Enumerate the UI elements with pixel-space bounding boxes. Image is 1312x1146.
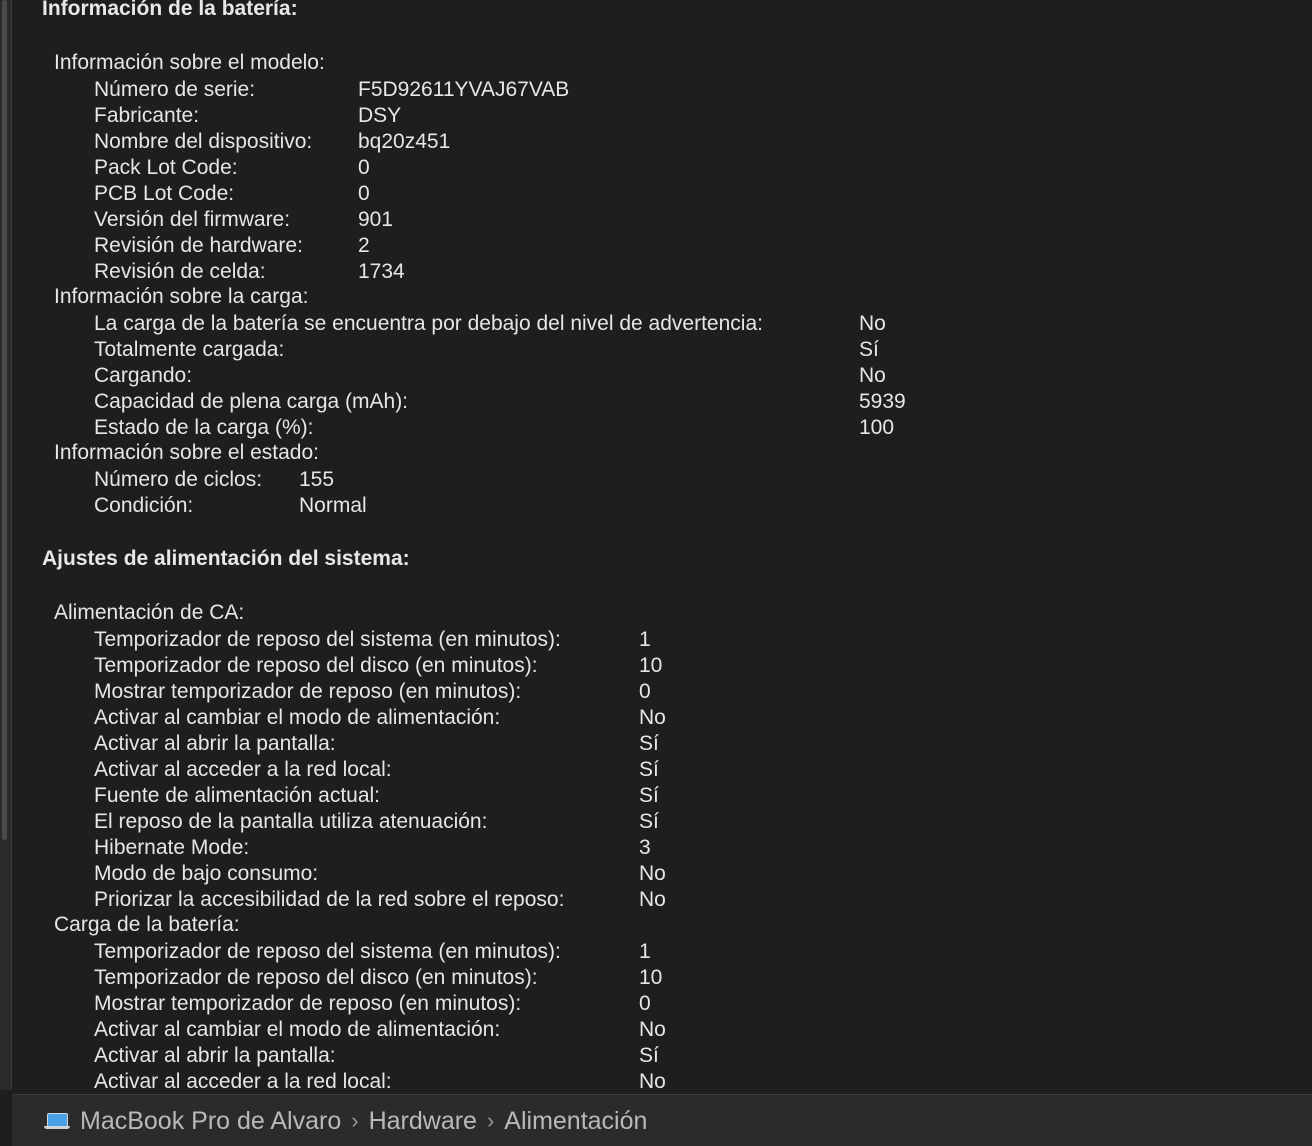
row-label: Totalmente cargada: bbox=[94, 338, 285, 361]
row-label: Temporizador de reposo del sistema (en minutos): bbox=[94, 940, 561, 963]
row-label: Estado de la carga (%): bbox=[94, 416, 314, 439]
row-value: No bbox=[639, 1018, 666, 1041]
row-label: Pack Lot Code: bbox=[94, 156, 238, 179]
row-value: bq20z451 bbox=[358, 130, 451, 153]
info-row bbox=[94, 181, 1194, 207]
info-row bbox=[94, 207, 1194, 233]
info-row bbox=[94, 311, 1194, 337]
row-label: Activar al abrir la pantalla: bbox=[94, 732, 336, 755]
ac-power-title: Alimentación de CA: bbox=[54, 601, 245, 624]
row-label: Capacidad de plena carga (mAh): bbox=[94, 390, 409, 413]
row-label: Cargando: bbox=[94, 364, 193, 387]
info-row bbox=[94, 155, 1194, 181]
row-value: 901 bbox=[358, 208, 394, 231]
row-value: No bbox=[859, 364, 886, 387]
row-label: Nombre del dispositivo: bbox=[94, 130, 313, 153]
row-label: Mostrar temporizador de reposo (en minutos): bbox=[94, 992, 522, 1015]
info-row bbox=[94, 233, 1194, 259]
row-label: Mostrar temporizador de reposo (en minutos): bbox=[94, 680, 522, 703]
info-row bbox=[94, 809, 1194, 835]
row-value: Sí bbox=[639, 1044, 659, 1067]
row-label: Hibernate Mode: bbox=[94, 836, 250, 859]
info-row bbox=[94, 129, 1194, 155]
row-label: Temporizador de reposo del disco (en minutos): bbox=[94, 654, 538, 677]
battery-info-title: Información de la batería: bbox=[42, 0, 298, 20]
row-value: 10 bbox=[639, 966, 663, 989]
detail-pane[interactable] bbox=[12, 0, 1312, 1094]
row-value: 0 bbox=[358, 156, 370, 179]
info-row bbox=[94, 965, 1194, 991]
laptop-icon bbox=[44, 1112, 70, 1130]
row-label: Condición: bbox=[94, 494, 194, 517]
info-row bbox=[94, 467, 1194, 493]
info-row bbox=[94, 939, 1194, 965]
row-value: DSY bbox=[358, 104, 402, 127]
info-row bbox=[94, 363, 1194, 389]
row-label: Número de ciclos: bbox=[94, 468, 263, 491]
info-row bbox=[94, 679, 1194, 705]
row-value: 0 bbox=[639, 992, 651, 1015]
row-value: No bbox=[639, 862, 666, 885]
info-row bbox=[94, 887, 1194, 913]
row-label: Activar al abrir la pantalla: bbox=[94, 1044, 336, 1067]
row-value: 3 bbox=[639, 836, 651, 859]
row-value: 1 bbox=[639, 628, 651, 651]
row-label: Número de serie: bbox=[94, 78, 256, 101]
row-label: Revisión de hardware: bbox=[94, 234, 303, 257]
power-settings-title: Ajustes de alimentación del sistema: bbox=[42, 547, 410, 570]
row-value: F5D92611YVAJ67VAB bbox=[358, 78, 570, 101]
info-row bbox=[94, 103, 1194, 129]
row-value: Sí bbox=[639, 810, 659, 833]
info-row bbox=[94, 731, 1194, 757]
chevron-right-icon: › bbox=[351, 1108, 359, 1133]
row-label: PCB Lot Code: bbox=[94, 182, 235, 205]
row-label: Activar al cambiar el modo de alimentación: bbox=[94, 1018, 501, 1041]
row-value: 100 bbox=[859, 416, 895, 439]
row-value: 1734 bbox=[358, 260, 405, 283]
row-value: 155 bbox=[299, 468, 335, 491]
row-label: Temporizador de reposo del sistema (en minutos): bbox=[94, 628, 561, 651]
row-label: Fabricante: bbox=[94, 104, 200, 127]
info-row bbox=[94, 1043, 1194, 1069]
info-row bbox=[94, 991, 1194, 1017]
info-row bbox=[94, 757, 1194, 783]
info-row bbox=[94, 653, 1194, 679]
info-row bbox=[94, 337, 1194, 363]
model-info-title: Información sobre el modelo: bbox=[54, 51, 325, 74]
chevron-right-icon: › bbox=[486, 1108, 495, 1133]
breadcrumb bbox=[12, 1094, 1312, 1146]
row-value: No bbox=[639, 706, 666, 729]
info-row bbox=[94, 1017, 1194, 1043]
info-row bbox=[94, 783, 1194, 809]
row-label: El reposo de la pantalla utiliza atenuación: bbox=[94, 810, 488, 833]
row-value: 1 bbox=[639, 940, 651, 963]
battery-power-title: Carga de la batería: bbox=[54, 913, 240, 936]
row-label: Temporizador de reposo del disco (en minutos): bbox=[94, 966, 538, 989]
info-row bbox=[94, 415, 1194, 441]
info-row bbox=[94, 259, 1194, 285]
row-value: 5939 bbox=[859, 390, 906, 413]
row-label: Activar al acceder a la red local: bbox=[94, 758, 392, 781]
row-value: 0 bbox=[358, 182, 370, 205]
row-label: Modo de bajo consumo: bbox=[94, 862, 319, 885]
row-value: Sí bbox=[639, 732, 659, 755]
info-row bbox=[94, 835, 1194, 861]
row-label: Priorizar la accesibilidad de la red sobre el reposo: bbox=[94, 888, 565, 911]
row-value: No bbox=[859, 312, 886, 335]
info-row bbox=[94, 1069, 1194, 1094]
sidebar-edge bbox=[0, 0, 12, 1090]
row-label: Fuente de alimentación actual: bbox=[94, 784, 381, 807]
health-info-title: Información sobre el estado: bbox=[54, 441, 319, 464]
row-label: Revisión de celda: bbox=[94, 260, 266, 283]
row-value: Sí bbox=[639, 758, 659, 781]
row-value: No bbox=[639, 1070, 666, 1093]
info-row bbox=[94, 493, 1194, 519]
breadcrumb-item-computer[interactable]: MacBook Pro de Alvaro bbox=[80, 1106, 342, 1135]
row-label: Activar al acceder a la red local: bbox=[94, 1070, 392, 1093]
sidebar-scrollbar[interactable] bbox=[2, 0, 7, 840]
charge-info-title: Información sobre la carga: bbox=[54, 285, 309, 308]
breadcrumb-item-power[interactable]: Alimentación bbox=[504, 1106, 648, 1135]
row-label: Activar al cambiar el modo de alimentación: bbox=[94, 706, 501, 729]
breadcrumb-item-hardware[interactable]: Hardware bbox=[368, 1106, 477, 1135]
info-row bbox=[94, 627, 1194, 653]
row-value: Normal bbox=[299, 494, 367, 517]
row-value: No bbox=[639, 888, 666, 911]
row-value: Sí bbox=[639, 784, 659, 807]
row-value: 10 bbox=[639, 654, 663, 677]
info-row bbox=[94, 389, 1194, 415]
info-row bbox=[94, 705, 1194, 731]
row-value: 2 bbox=[358, 234, 370, 257]
info-row bbox=[94, 77, 1194, 103]
row-label: La carga de la batería se encuentra por debajo del nivel de advertencia: bbox=[94, 312, 763, 335]
info-row bbox=[94, 861, 1194, 887]
row-value: 0 bbox=[639, 680, 651, 703]
row-value: Sí bbox=[859, 338, 879, 361]
row-label: Versión del firmware: bbox=[94, 208, 291, 231]
